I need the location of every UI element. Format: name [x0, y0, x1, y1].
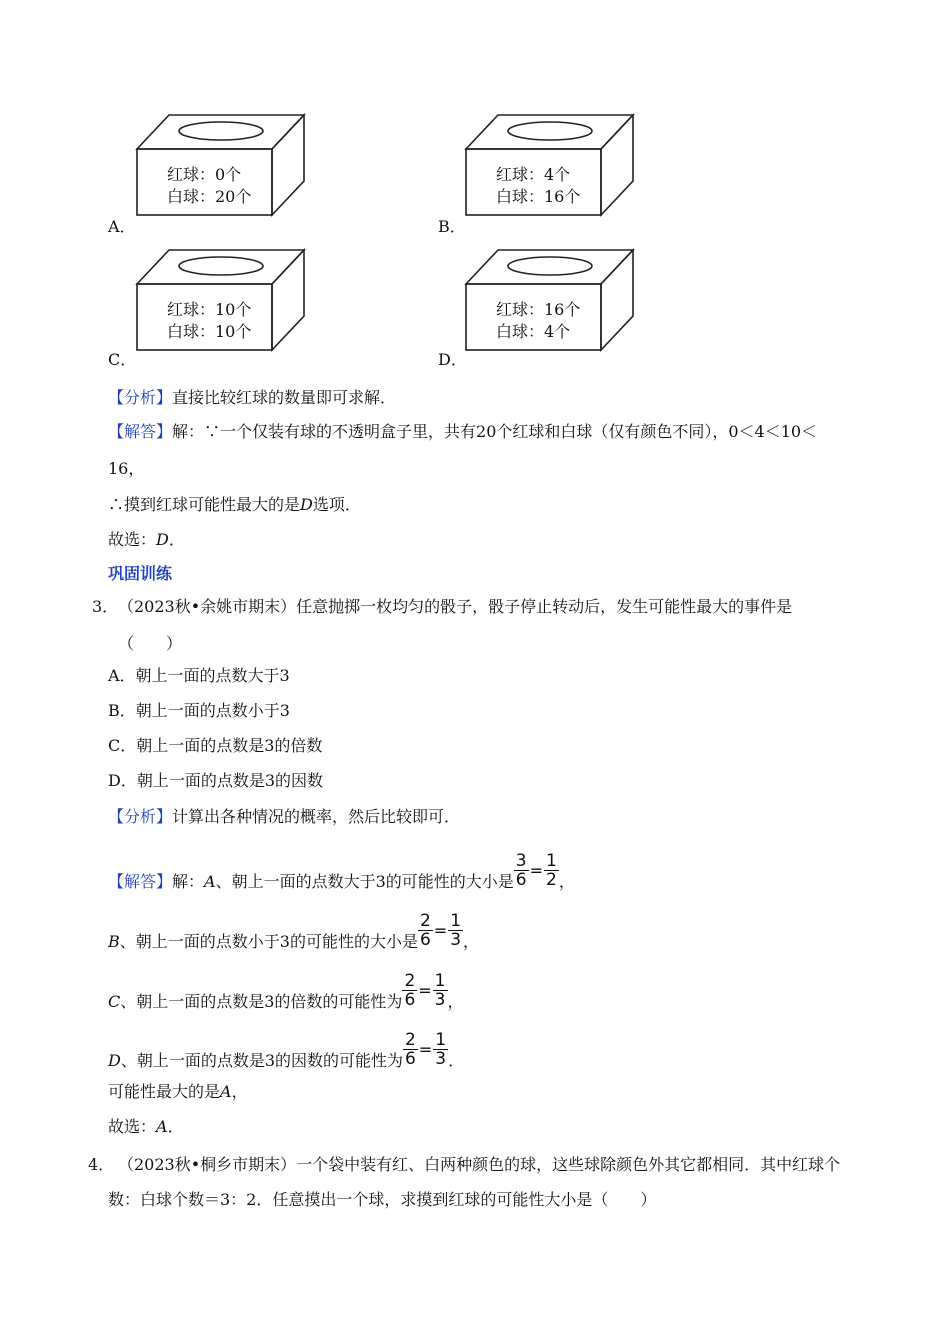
q2-answer-line1: 【解答】解：∵一个仅装有球的不透明盒子里，共有20个红球和白球（仅有颜色不同），0＜4＜10＜ [108, 422, 818, 441]
answer-tag: 【解答】 [108, 422, 173, 441]
q2-choose: 故选：D． [108, 530, 185, 549]
q3-option-b: B．朝上一面的点数小于3 [108, 701, 290, 720]
q3-stem-line1: （2023秋•余姚市期末）任意抛掷一枚均匀的骰子，骰子停止转动后，发生可能性最大的事件是 [118, 597, 793, 616]
fraction-expression: $\frac{2}{6}$ = $\frac{1}{3}$ [405, 1030, 447, 1069]
option-letter-b: B． [438, 217, 466, 236]
white-ball-count: 白球：4个 [496, 322, 571, 341]
option-box-c [136, 249, 306, 357]
option-box-d [465, 249, 635, 357]
q2-answer-line3: ∴摸到红球可能性最大的是D选项． [108, 495, 361, 514]
fraction-expression: $\frac{3}{6}$ = $\frac{1}{2}$ [515, 851, 557, 890]
q4-stem-line1: （2023秋•桐乡市期末）一个袋中装有红、白两种颜色的球，这些球除颜色外其它都相同．其中红球个 [118, 1155, 841, 1174]
q3-number: 3． [92, 597, 119, 616]
fraction: $\frac{2}{6}$ [419, 911, 431, 950]
option-letter-c: C． [108, 350, 137, 369]
analysis-tag: 【分析】 [108, 807, 173, 826]
q2-analysis: 【分析】直接比较红球的数量即可求解． [108, 388, 397, 407]
q3-choose: 故选：A． [108, 1117, 184, 1136]
fraction: $\frac{1}{3}$ [450, 911, 462, 950]
option-box-a [136, 114, 306, 222]
section-title: 巩固训练 [108, 564, 173, 583]
white-ball-count: 白球：20个 [167, 187, 252, 206]
option-box-b [465, 114, 635, 222]
q4-stem-line2: 数：白球个数＝3：2．任意摸出一个球，求摸到红球的可能性大小是（ ） [108, 1190, 657, 1209]
option-letter-d: D． [438, 350, 467, 369]
q3-answer-d: D、朝上一面的点数是3的因数的可能性为 $\frac{2}{6}$ = $\frac{1}{3}$ ． [108, 1030, 465, 1070]
q3-answer-a: 【解答】解：A、朝上一面的点数大于3的可能性的大小是 $\frac{3}{6}$ = $\frac{1}{2}$ ， [108, 851, 575, 891]
red-ball-count: 红球：4个 [496, 165, 571, 184]
fraction-expression: $\frac{2}{6}$ = $\frac{1}{3}$ [404, 971, 446, 1010]
red-ball-count: 红球：10个 [167, 300, 252, 319]
fraction: $\frac{1}{2}$ [546, 851, 557, 890]
q3-answer-b: B、朝上一面的点数小于3的可能性的大小是 $\frac{2}{6}$ = $\frac{1}{3}$ ， [108, 911, 480, 951]
red-ball-count: 红球：0个 [167, 165, 242, 184]
q3-option-c: C．朝上一面的点数是3的倍数 [108, 736, 323, 755]
q3-stem-line2: （ ） [118, 634, 183, 653]
fraction: $\frac{2}{6}$ [404, 971, 416, 1010]
white-ball-count: 白球：10个 [167, 322, 252, 341]
q3-option-a: A．朝上一面的点数大于3 [108, 666, 290, 685]
white-ball-count: 白球：16个 [496, 187, 581, 206]
red-ball-count: 红球：16个 [496, 300, 581, 319]
q3-max: 可能性最大的是A， [108, 1082, 248, 1101]
q3-answer-c: C、朝上一面的点数是3的倍数的可能性为 $\frac{2}{6}$ = $\frac{1}{3}$ ， [108, 971, 464, 1011]
answer-tag: 【解答】 [108, 872, 173, 891]
option-letter-a: A． [108, 217, 136, 236]
q3-analysis: 【分析】计算出各种情况的概率，然后比较即可． [108, 807, 461, 826]
q4-number: 4． [88, 1155, 115, 1174]
analysis-tag: 【分析】 [108, 388, 173, 407]
q3-option-d: D．朝上一面的点数是3的因数 [108, 771, 324, 790]
q2-answer-line2: 16， [108, 459, 145, 478]
fraction: $\frac{1}{3}$ [435, 1030, 447, 1069]
fraction: $\frac{1}{3}$ [434, 971, 446, 1010]
fraction: $\frac{3}{6}$ [515, 851, 527, 890]
fraction: $\frac{2}{6}$ [405, 1030, 416, 1069]
fraction-expression: $\frac{2}{6}$ = $\frac{1}{3}$ [419, 911, 462, 950]
